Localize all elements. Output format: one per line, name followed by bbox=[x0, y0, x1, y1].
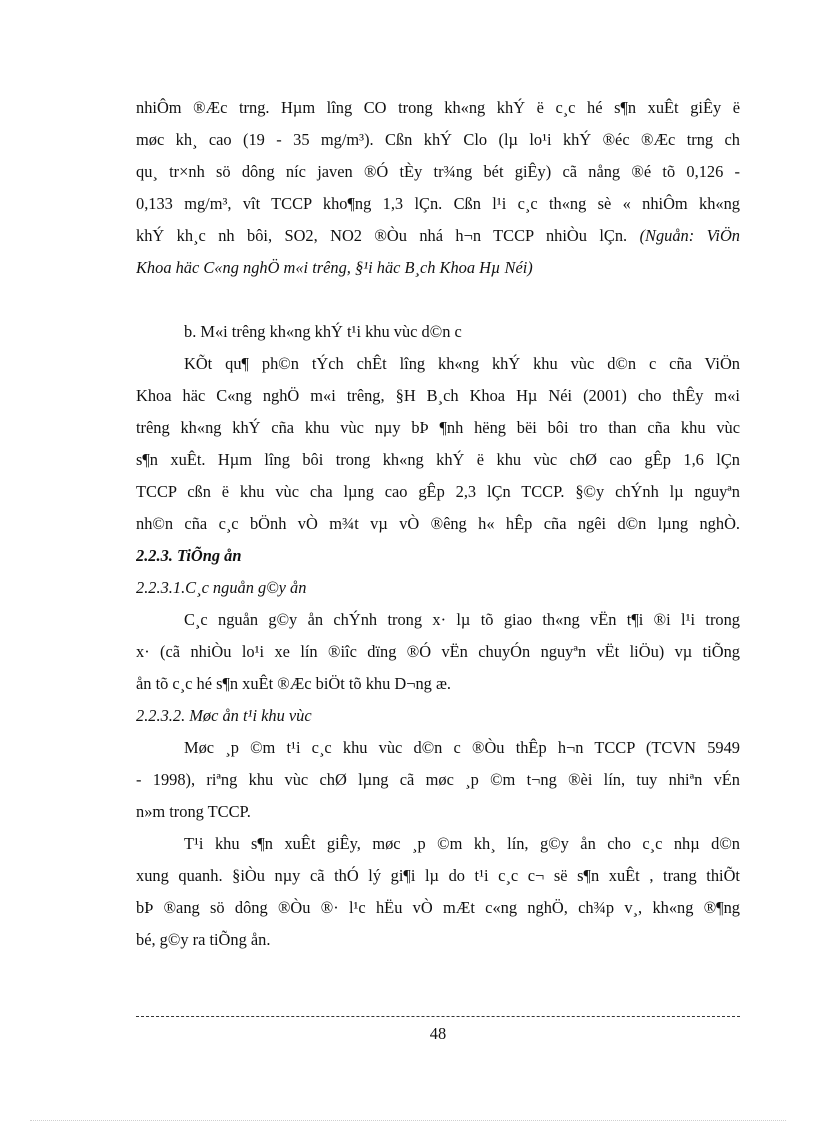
body-line: xung quanh. §iÒu nµy cã thÓ lý gi¶i lµ do t¹i c¸c c¬ së s¶n xuÊt , trang thiÕt bbox=[136, 866, 740, 885]
body-line: KÕt qu¶ ph©n tÝch chÊt lîng kh«ng khÝ khu vùc d©n c cña ViÖn bbox=[184, 354, 740, 373]
page-number: 48 bbox=[429, 1024, 447, 1043]
body-line: Khoa häc C«ng nghÖ m«i trêng, §H B¸ch Khoa Hµ Néi (2001) cho thÊy m«i bbox=[136, 386, 740, 405]
spacer bbox=[136, 284, 740, 316]
body-line-text: khÝ kh¸c nh bôi, SO2, NO2 ®Òu nhá h¬n TCCP nhiÒu lÇn. bbox=[136, 226, 628, 245]
body-text bbox=[136, 92, 740, 956]
body-line: nhiÔm ®Æc trng. Hµm lîng CO trong kh«ng khÝ ë c¸c hé s¶n xuÊt giÊy ë bbox=[136, 98, 740, 117]
body-line: s¶n xuÊt. Hµm lîng bôi trong kh«ng khÝ ë khu vùc chØ cao gÊp 1,6 lÇn bbox=[136, 450, 740, 469]
body-line: C¸c nguån g©y ån chÝnh trong x· lµ tõ giao th«ng vËn t¶i ®i l¹i trong bbox=[184, 610, 740, 629]
section-heading-2-2-3: 2.2.3. TiÕng ån bbox=[136, 546, 242, 565]
source-citation: (Nguån: ViÖn bbox=[639, 226, 740, 245]
body-line: trêng kh«ng khÝ cña khu vùc nµy bÞ ¶nh hëng bëi bôi tro than cña khu vùc bbox=[136, 418, 740, 437]
body-line: bé, g©y ra tiÕng ån. bbox=[136, 930, 271, 949]
body-line: møc kh¸ cao (19 - 35 mg/m³). Cßn khÝ Clo (lµ lo¹i khÝ ®éc ®Æc trng ch bbox=[136, 130, 740, 149]
body-line: TCCP cßn ë khu vùc cha lµng cao gÊp 2,3 lÇn TCCP. §©y chÝnh lµ nguyªn bbox=[136, 482, 740, 501]
page-bottom-border bbox=[30, 1120, 786, 1121]
footer-divider bbox=[136, 1016, 740, 1017]
body-line: x· (cã nhiÒu lo¹i xe lín ®iîc dïng ®Ó vËn chuyÓn nguyªn vËt liÖu) vµ tiÕng bbox=[136, 642, 740, 661]
section-heading-2-2-3-2: 2.2.3.2. Møc ån t¹i khu vùc bbox=[136, 706, 312, 725]
source-citation-continued: Khoa häc C«ng nghÖ m«i trêng, §¹i häc B¸ch Khoa Hµ Néi) bbox=[136, 258, 533, 277]
body-line: n»m trong TCCP. bbox=[136, 802, 251, 821]
section-heading-b: b. M«i trêng kh«ng khÝ t¹i khu vùc d©n c bbox=[184, 322, 462, 341]
body-line: ån tõ c¸c hé s¶n xuÊt ®Æc biÖt tõ khu D¬ng æ. bbox=[136, 674, 452, 693]
body-line: bÞ ®ang sö dông ®Òu ®· l¹c hËu vÒ mÆt c«ng nghÖ, ch¾p v¸, kh«ng ®¶ng bbox=[136, 898, 740, 917]
body-line: - 1998), riªng khu vùc chØ lµng cã møc ¸p ©m t¬ng ®èi lín, tuy nhiªn vÉn bbox=[136, 770, 740, 789]
body-line: T¹i khu s¶n xuÊt giÊy, møc ¸p ©m kh¸ lín, g©y ån cho c¸c nhµ d©n bbox=[184, 834, 740, 853]
body-line bbox=[136, 220, 740, 252]
body-line: nh©n cña c¸c bÖnh vÒ m¾t vµ vÒ ®êng h« hÊp cña ngêi d©n lµng nghÒ. bbox=[136, 514, 740, 533]
body-line: qu¸ tr×nh sö dông níc javen ®Ó tÈy tr¾ng bét giÊy) cã nång ®é tõ 0,126 - bbox=[136, 162, 740, 181]
body-line: 0,133 mg/m³, vît TCCP kho¶ng 1,3 lÇn. Cßn l¹i c¸c th«ng sè « nhiÔm kh«ng bbox=[136, 194, 740, 213]
section-heading-2-2-3-1: 2.2.3.1.C¸c nguån g©y ån bbox=[136, 578, 307, 597]
body-line: Møc ¸p ©m t¹i c¸c khu vùc d©n c ®Òu thÊp h¬n TCCP (TCVN 5949 bbox=[184, 738, 740, 757]
